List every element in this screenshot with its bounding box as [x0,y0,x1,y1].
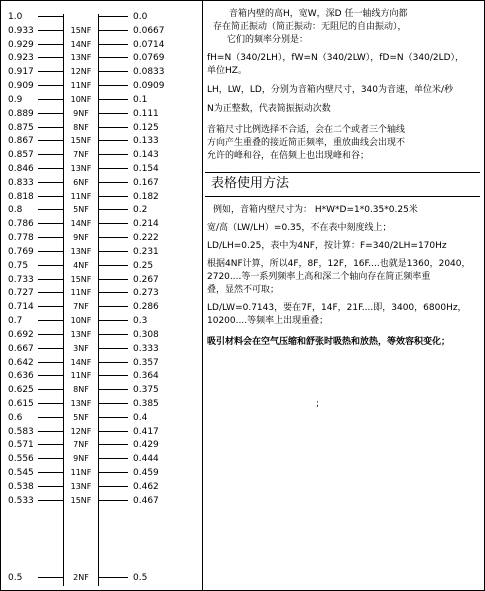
complement-value: 0.273 [133,288,159,299]
complement-value: 0.25 [133,260,154,271]
harmonic-label: 11NF [70,288,92,298]
example-line-6: 叠，显然不可取； [207,285,280,295]
harmonic-label: 8NF [73,385,89,395]
harmonic-label: 9NF [73,108,89,118]
scale-tick-left [38,486,63,487]
example-line-5: 2720....等一系列频率上高和深二个轴向存在简正频率重 [207,272,431,282]
definition-block [207,84,482,116]
scale-tick-right [98,334,128,335]
scale-tick-right [98,417,128,418]
scale-tick-right [98,362,128,363]
scale-tick-left [38,375,63,376]
complement-value: 0.0769 [133,53,165,64]
scale-tick-right [98,375,128,376]
scale-tick-right [98,292,128,293]
scale-tick-left [38,168,63,169]
example-line-7: LD/LW=0.7143，要在7F，14F，21F....即，3400，6800Hz， [207,303,467,313]
ratio-value: 0.571 [8,440,34,451]
scale-tick-right [98,500,128,501]
complement-value: 0.0667 [133,25,165,36]
scale-tick-right [98,30,128,31]
scale-tick-left [38,334,63,335]
intro-line-3: 它们的频率分别是： [227,35,309,45]
harmonic-label: 3NF [73,343,89,353]
harmonic-label: 7NF [73,150,89,160]
scale-tick-left [38,320,63,321]
scale-tick-left [38,500,63,501]
scale-tick-right [98,99,128,100]
harmonic-label: 12NF [70,426,92,436]
scale-tick-left [38,209,63,210]
complement-value: 0.231 [133,246,159,257]
ratio-value: 0.846 [8,164,34,175]
scale-tick-left [38,154,63,155]
scale-tick-left [38,182,63,183]
complement-value: 0.143 [133,150,159,161]
scale-tick-left [38,99,63,100]
scale-tick-right [98,320,128,321]
ratio-value: 0.833 [8,177,34,188]
ratio-value: 0.778 [8,233,34,244]
harmonic-label: 11NF [70,468,92,478]
scale-tick-right [98,209,128,210]
harmonic-label: 9NF [73,454,89,464]
complement-value: 0.154 [133,164,159,175]
harmonic-label: 13NF [70,481,92,491]
complement-value: 0.467 [133,495,159,506]
ratio-value: 0.786 [8,219,34,230]
scale-tick-left [38,417,63,418]
complement-value: 0.0909 [133,81,165,92]
scale-tick-right [98,403,128,404]
ratio-value: 0.857 [8,150,34,161]
complement-value: 0.1 [133,94,148,105]
harmonic-label: 14NF [70,39,92,49]
complement-value: 0.214 [133,219,159,230]
scale-tick-left [38,85,63,86]
complement-value: 0.375 [133,385,159,396]
intro-line-2: 存在简正振动（简正振动：无阻尼的自由振动）， [213,22,407,32]
harmonic-label: 15NF [70,495,92,505]
scale-tick-right [98,306,128,307]
scale-tick-right [98,472,128,473]
harmonic-label: 2NF [73,573,89,582]
example-line-4: 根据4NF计算，所以4F，8F，12F，16F....也就是1360，2040， [207,259,471,269]
scale-tick-left [38,431,63,432]
complement-value: 0.0714 [133,39,165,50]
column-divider [202,0,203,591]
scale-tick-right [98,486,128,487]
ratio-value: 0.8 [8,205,23,216]
ratio-value: 0.5 [8,573,23,583]
scale-tick-left [38,362,63,363]
scale-tick-left [38,223,63,224]
complement-value: 0.385 [133,398,159,409]
scale-tick-left [38,44,63,45]
scale-tick-left [38,196,63,197]
definition-line-1: LH，LW，LD，分别为音箱内壁尺寸，340为音速，单位米/秒 [207,85,454,95]
intro-line-1: 音箱内壁的高H，宽W，深D 任一轴线方向都 [229,9,408,19]
complement-value: 0.133 [133,136,159,147]
complement-value: 0.267 [133,274,159,285]
ratio-value: 0.917 [8,67,34,78]
ratio-value: 0.769 [8,246,34,257]
absorbent-note: 吸引材料会在空气压缩和舒张时吸热和放热，等效容积变化； [207,337,451,347]
complement-value: 0.333 [133,343,159,354]
complement-value: 0.3 [133,316,148,327]
harmonic-label: 13NF [70,398,92,408]
complement-value: 0.444 [133,454,159,465]
frequency-formula: fH=N（340/2LH），fW=N（340/2LW），fD=N（340/2LD）， [207,53,465,63]
harmonic-label: 5NF [73,205,89,215]
section-rule-bottom [205,196,480,197]
scale-tick-left [38,127,63,128]
scale-tick-right [98,265,128,266]
harmonic-label: 13NF [70,53,92,63]
complement-value: 0.5 [133,573,148,583]
harmonic-label: 9NF [73,233,89,243]
section-heading: 表格使用方法 [211,176,290,191]
complement-value: 0.167 [133,177,159,188]
harmonic-label: 6NF [73,177,89,187]
definition-line-2: N为正整数，代表简振振动次数 [207,104,331,114]
scale-tick-right [98,389,128,390]
complement-value: 0.125 [133,122,159,133]
example-line-1: 例如，音箱内壁尺寸为： H*W*D=1*0.35*0.25米 [213,205,418,215]
scale-tick-left [38,472,63,473]
ratio-value: 0.9 [8,94,23,105]
scale-tick-right [98,251,128,252]
complement-value: 0.357 [133,357,159,368]
scale-tick-left [38,57,63,58]
scale-tick-right [98,140,128,141]
scale-tick-right [98,127,128,128]
scale-tick-left [38,403,63,404]
complement-value: 0.182 [133,191,159,202]
section-rule-top [205,172,480,173]
harmonic-label: 7NF [73,302,89,312]
harmonic-label: 15NF [70,136,92,146]
scale-tick-left [38,71,63,72]
harmonic-label: 14NF [70,219,92,229]
scale-tick-right [98,85,128,86]
harmonic-label: 11NF [70,191,92,201]
ratio-value: 0.692 [8,329,34,340]
complement-value: 0.308 [133,329,159,340]
example-line-3: LD/LH=0.25，表中为4NF，按计算：F=340/2LH=170Hz [207,241,447,251]
harmonic-label: 12NF [70,67,92,77]
ratio-value: 0.733 [8,274,34,285]
complement-value: 0.364 [133,371,159,382]
scale-tick-right [98,154,128,155]
harmonic-label: 13NF [70,246,92,256]
harmonic-label: 10NF [70,316,92,326]
scale-tick-left [38,577,63,578]
scale-tick-right [98,196,128,197]
ratio-value: 0.642 [8,357,34,368]
harmonic-label: 14NF [70,357,92,367]
ratio-value: 1.0 [8,12,23,22]
complement-value: 0.2 [133,205,148,216]
formula-unit: 单位HZ。 [207,66,247,76]
ratio-value: 0.867 [8,136,34,147]
harmonic-label: 7NF [73,440,89,450]
scale-tick-left [38,140,63,141]
harmonic-label: 13NF [70,164,92,174]
scale-tick-right [98,223,128,224]
ratio-value: 0.875 [8,122,34,133]
ratio-value: 0.818 [8,191,34,202]
scale-tick-left [38,113,63,114]
ratio-value: 0.583 [8,426,34,437]
ratio-value: 0.636 [8,371,34,382]
scale-tick-right [98,71,128,72]
complement-value: 0.111 [133,108,159,119]
harmonic-label: 8NF [73,122,89,132]
complement-value: 0.0 [133,12,148,22]
scale-tick-left [38,237,63,238]
scale-tick-left [38,30,63,31]
scale-tick-left [38,444,63,445]
ratio-value: 0.933 [8,25,34,36]
scale-tick-right [98,182,128,183]
ratio-value: 0.615 [8,398,34,409]
complement-value: 0.417 [133,426,159,437]
ratio-value: 0.929 [8,39,34,50]
scale-tick-right [98,444,128,445]
harmonic-label: 4NF [73,260,89,270]
scale-tick-left [38,251,63,252]
harmonic-label: 13NF [70,329,92,339]
scale-tick-left [38,16,63,17]
scale-tick-right [98,16,128,17]
scale-tick-left [38,389,63,390]
complement-value: 0.222 [133,233,159,244]
ratio-value: 0.533 [8,495,34,506]
description-block [207,8,482,47]
warning-line-2: 方向产生重叠的接近简正频率，重放曲线会出现不 [207,138,406,148]
example-line-2: 宽/高（LW/LH）=0.35，不在表中刻度线上； [207,223,392,233]
ratio-value: 0.625 [8,385,34,396]
ratio-value: 0.75 [8,260,29,271]
example-line-8: 10200....等频率上出现重叠； [207,316,329,326]
scale-tick-right [98,168,128,169]
scale-tick-left [38,279,63,280]
ratio-value: 0.727 [8,288,34,299]
scale-tick-left [38,292,63,293]
harmonic-label: 15NF [70,25,92,35]
complement-value: 0.429 [133,440,159,451]
ratio-value: 0.889 [8,108,34,119]
stray-mark: ; [316,399,320,409]
warning-line-1: 音箱尺寸比例选择不合适，会在二个或者三个轴线 [207,125,406,135]
scale-tick-right [98,113,128,114]
harmonic-label: 15NF [70,274,92,284]
scale-tick-right [98,279,128,280]
scale-tick-left [38,265,63,266]
scale-tick-right [98,577,128,578]
ratio-value: 0.923 [8,53,34,64]
ratio-value: 0.538 [8,481,34,492]
ratio-value: 0.556 [8,454,34,465]
scale-tick-left [38,348,63,349]
warning-line-3: 允许的峰和谷，在倍频上也出现峰和谷； [207,151,370,161]
complement-value: 0.286 [133,302,159,313]
scale-tick-right [98,348,128,349]
complement-value: 0.462 [133,481,159,492]
ratio-value: 0.7 [8,316,23,327]
scale-tick-right [98,458,128,459]
harmonic-label: 11NF [70,81,92,91]
complement-value: 0.0833 [133,67,165,78]
usage-example [207,204,482,349]
complement-value: 0.459 [133,468,159,479]
complement-value: 0.4 [133,412,148,423]
scale-tick-left [38,458,63,459]
ratio-value: 0.667 [8,343,34,354]
ratio-value: 0.6 [8,412,23,423]
ratio-value: 0.545 [8,468,34,479]
scale-tick-right [98,431,128,432]
scale-tick-left [38,306,63,307]
scale-tick-right [98,237,128,238]
harmonic-label: 10NF [70,94,92,104]
harmonic-label: 11NF [70,371,92,381]
warning-block [207,124,482,163]
formula-block [207,52,482,78]
scale-tick-right [98,57,128,58]
ratio-value: 0.714 [8,302,34,313]
ratio-value: 0.909 [8,81,34,92]
harmonic-label: 5NF [73,412,89,422]
scale-tick-right [98,44,128,45]
